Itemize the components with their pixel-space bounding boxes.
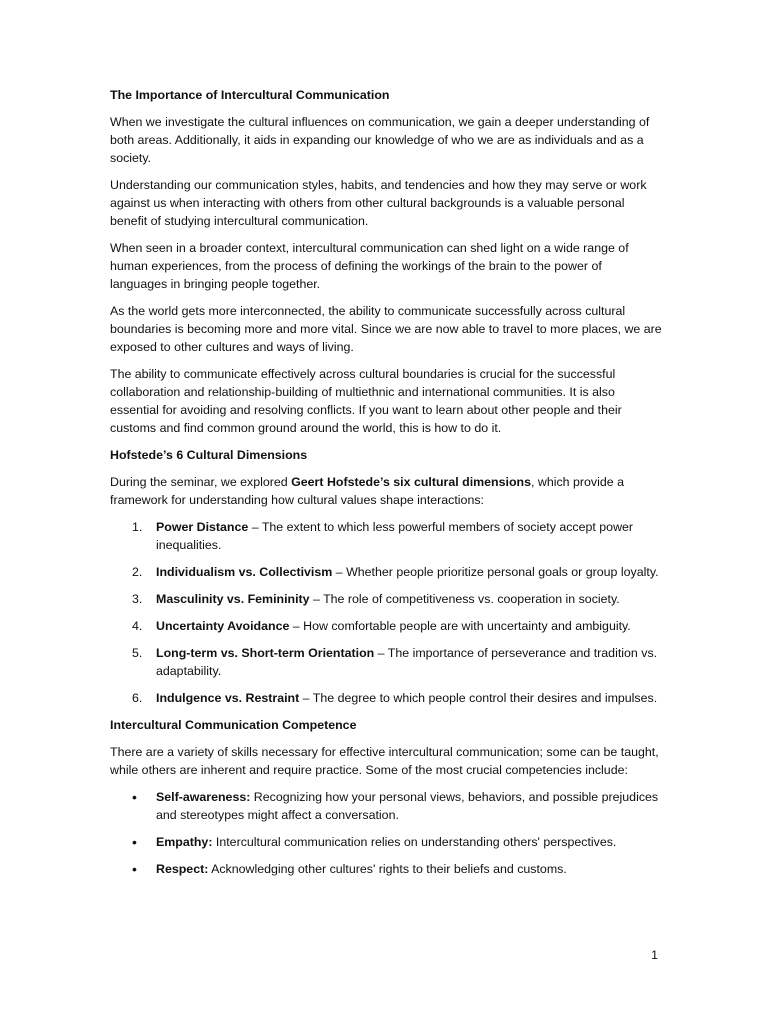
hofstede-intro-end: , which provide a framework for understanding how cultural values shape interactions: xyxy=(110,475,624,507)
list-item-text: – Whether people prioritize personal goals or group loyalty. xyxy=(332,565,659,579)
section-heading-importance: The Importance of Intercultural Communication xyxy=(110,88,390,102)
hofstede-intro-start: During the seminar, we explored xyxy=(110,475,292,489)
bullet-icon: • xyxy=(132,789,137,805)
list-number: 1. xyxy=(132,520,143,534)
list-number: 2. xyxy=(132,565,143,579)
competence-intro: There are a variety of skills necessary for effective intercultural communication; some can be taught, while others are inherent and require practice. Some of the most crucial competencies include: xyxy=(110,745,659,777)
list-number: 3. xyxy=(132,592,143,606)
list-item-text: Acknowledging other cultures' rights to their beliefs and customs. xyxy=(208,862,567,876)
list-item xyxy=(110,518,662,554)
list-item xyxy=(110,617,662,635)
list-item xyxy=(110,788,662,824)
paragraph-1: When we investigate the cultural influences on communication, we gain a deeper understanding of both areas. Additionally, it aids in expanding our knowledge of who we are as individuals and as a society. xyxy=(110,115,650,165)
list-item-text: Intercultural communication relies on understanding others' perspectives. xyxy=(212,835,617,849)
list-item-text: Recognizing how your personal views, behaviors, and possible prejudices and stereotypes might affect a conversation. xyxy=(156,790,659,822)
list-item xyxy=(110,689,662,707)
list-item-text: – The importance of perseverance and tradition vs. adaptability. xyxy=(156,646,658,678)
list-item-term: Individualism vs. Collectivism xyxy=(156,565,333,579)
list-item-term: Indulgence vs. Restraint xyxy=(156,691,300,705)
bullet-icon: • xyxy=(132,834,137,850)
list-item-term: Long-term vs. Short-term Orientation xyxy=(156,646,375,660)
section-heading-hofstede: Hofstede’s 6 Cultural Dimensions xyxy=(110,448,308,462)
list-item-term: Empathy: xyxy=(156,835,213,849)
list-item-term: Uncertainty Avoidance xyxy=(156,619,290,633)
document-page xyxy=(110,86,662,887)
list-item-term: Masculinity vs. Femininity xyxy=(156,592,310,606)
list-item-term: Respect: xyxy=(156,862,209,876)
list-item-term: Self-awareness: xyxy=(156,790,251,804)
list-number: 6. xyxy=(132,691,143,705)
competencies-list xyxy=(110,788,662,878)
section-heading-competence: Intercultural Communication Competence xyxy=(110,718,357,732)
hofstede-dimensions-list xyxy=(110,518,662,707)
list-number: 4. xyxy=(132,619,143,633)
paragraph-3: When seen in a broader context, intercultural communication can shed light on a wide range of human experiences, from the process of defining the workings of the brain to the power of languages in bringing people together. xyxy=(110,241,629,291)
list-item-text: – The extent to which less powerful members of society accept power inequalities. xyxy=(156,520,634,552)
list-item-term: Power Distance xyxy=(156,520,249,534)
list-item-text: – The role of competitiveness vs. cooperation in society. xyxy=(309,592,620,606)
paragraph-4: As the world gets more interconnected, the ability to communicate successfully across cultural boundaries is becoming more and more vital. Since we are now able to travel to more places, we are exposed to other cultures and ways of living. xyxy=(110,304,662,354)
list-item xyxy=(110,644,662,680)
list-item xyxy=(110,563,662,581)
list-item-text: – The degree to which people control their desires and impulses. xyxy=(299,691,658,705)
list-item xyxy=(110,833,662,851)
hofstede-intro-bold: Geert Hofstede’s six cultural dimensions xyxy=(291,475,531,489)
page-number: 1 xyxy=(651,948,658,962)
list-item xyxy=(110,590,662,608)
paragraph-5: The ability to communicate effectively across cultural boundaries is crucial for the successful collaboration and relationship-building of multiethnic and international communities. It is also essential for avoiding and resolving conflicts. If you want to learn about other people and their customs and find common ground around the world, this is how to do it. xyxy=(110,367,622,435)
list-item xyxy=(110,860,662,878)
bullet-icon: • xyxy=(132,861,137,877)
list-item-text: – How comfortable people are with uncertainty and ambiguity. xyxy=(289,619,631,633)
list-number: 5. xyxy=(132,646,143,660)
paragraph-2: Understanding our communication styles, habits, and tendencies and how they may serve or work against us when interacting with others from other cultural backgrounds is a valuable personal benefit of studying intercultural communication. xyxy=(110,178,647,228)
hofstede-intro xyxy=(110,473,662,509)
